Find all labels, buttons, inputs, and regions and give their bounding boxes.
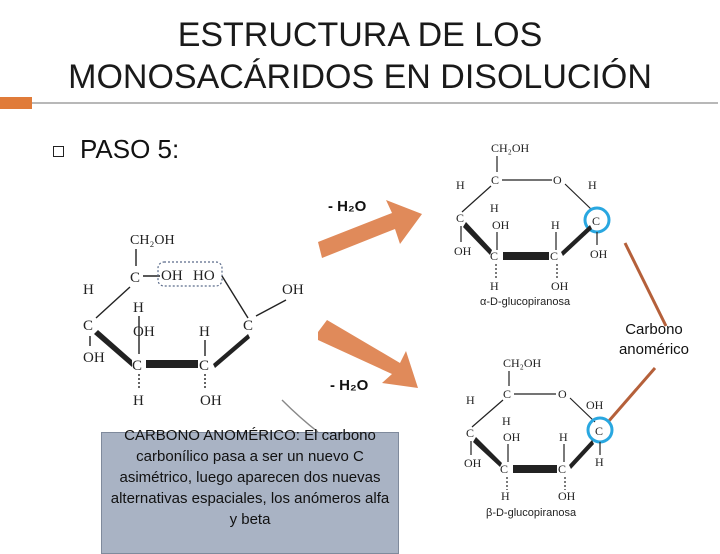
- alpha-name-label: α-D-glucopiranosa: [480, 296, 571, 308]
- svg-text:C: C: [550, 249, 559, 263]
- beta-name-label: β-D-glucopiranosa: [486, 507, 577, 519]
- svg-text:H: H: [199, 324, 210, 340]
- svg-text:H: H: [490, 279, 499, 293]
- step-label: PASO 5:: [80, 134, 180, 164]
- svg-text:C: C: [466, 426, 475, 440]
- beta-glucopyranose-structure: [464, 356, 612, 519]
- svg-text:H: H: [133, 300, 144, 316]
- svg-text:OH: OH: [454, 244, 472, 258]
- svg-text:OH: OH: [83, 350, 105, 366]
- svg-text:C: C: [132, 358, 143, 374]
- svg-text:OH: OH: [558, 489, 576, 503]
- svg-text:OH: OH: [464, 456, 482, 470]
- svg-text:OH: OH: [282, 282, 304, 298]
- svg-text:H: H: [551, 218, 560, 232]
- title-line-2: MONOSACÁRIDOS EN DISOLUCIÓN: [68, 58, 652, 96]
- svg-text:OH: OH: [586, 398, 604, 412]
- anomeric-label-line-1: Carbono: [625, 321, 683, 338]
- svg-text:OH: OH: [161, 268, 183, 284]
- svg-text:H: H: [559, 430, 568, 444]
- svg-text:C: C: [592, 214, 601, 228]
- anomeric-carbon-label: [600, 320, 708, 360]
- svg-text:C: C: [456, 211, 465, 225]
- svg-text:C: C: [491, 173, 500, 187]
- svg-text:H: H: [133, 393, 144, 409]
- svg-text:H: H: [466, 393, 475, 407]
- svg-text:C: C: [558, 462, 567, 476]
- svg-text:HO: HO: [193, 268, 215, 284]
- svg-text:OH: OH: [551, 279, 569, 293]
- svg-text:C: C: [199, 358, 210, 374]
- title-line-1: ESTRUCTURA DE LOS: [177, 16, 543, 54]
- svg-text:H: H: [490, 201, 499, 215]
- svg-text:CH₂OH: CH₂OH: [491, 141, 530, 155]
- anomeric-pointer-beta: [608, 368, 655, 422]
- callout-text: CARBONO ANOMÉRICO: El carbono carbonílico pasa a ser un nuevo C asimétrico, luego aparecen dos nuevas alternativas espaciales, los anómeros alfa y beta: [110, 427, 390, 528]
- svg-text:H: H: [456, 178, 465, 192]
- svg-text:C: C: [83, 318, 94, 334]
- svg-text:H: H: [83, 282, 94, 298]
- svg-text:OH: OH: [200, 393, 222, 409]
- alpha-glucopyranose-structure: [454, 141, 609, 308]
- svg-text:CH₂OH: CH₂OH: [503, 356, 542, 370]
- svg-text:O: O: [558, 387, 567, 401]
- svg-text:O: O: [553, 173, 562, 187]
- water-loss-label-top: - H₂O: [328, 198, 367, 215]
- anomeric-carbon-callout: [101, 427, 399, 554]
- svg-text:OH: OH: [590, 247, 608, 261]
- svg-text:OH: OH: [503, 430, 521, 444]
- svg-text:C: C: [130, 270, 141, 286]
- svg-text:H: H: [588, 178, 597, 192]
- svg-text:OH: OH: [492, 218, 510, 232]
- svg-text:OH: OH: [133, 324, 155, 340]
- anomeric-label-line-2: anomérico: [618, 341, 690, 358]
- svg-text:H: H: [501, 489, 510, 503]
- svg-text:H: H: [502, 414, 511, 428]
- svg-text:C: C: [500, 462, 509, 476]
- svg-text:C: C: [595, 424, 604, 438]
- svg-text:C: C: [490, 249, 499, 263]
- water-loss-label-bottom: - H₂O: [330, 377, 369, 394]
- open-form-structure: [83, 233, 318, 432]
- svg-text:C: C: [243, 318, 254, 334]
- anomeric-pointer-alpha: [625, 243, 666, 326]
- svg-text:H: H: [595, 455, 604, 469]
- svg-text:CH₂OH: CH₂OH: [130, 233, 175, 248]
- svg-text:C: C: [503, 387, 512, 401]
